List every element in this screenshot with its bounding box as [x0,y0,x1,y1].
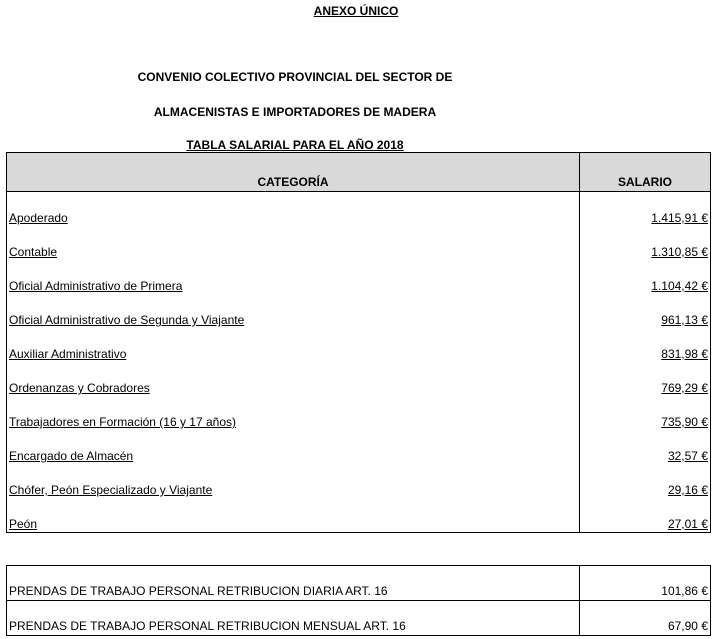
agreement-title-line2: ALMACENISTAS E IMPORTADORES DE MADERA [153,105,437,119]
salary-cell: 961,13 € [580,294,711,328]
salary-cell: 831,98 € [580,328,711,362]
salary-cell: 769,29 € [580,362,711,396]
table-row [7,464,711,498]
table-row [7,260,711,294]
allowance-label: PRENDAS DE TRABAJO PERSONAL RETRIBUCION MENSUAL ART. 16 [7,601,580,636]
table-row [7,601,711,636]
column-header-salary: SALARIO [580,153,711,192]
salary-cell: 27,01 € [580,498,711,533]
table-row [7,294,711,328]
salary-table [6,152,711,533]
salary-cell: 1.310,85 € [580,226,711,260]
category-cell: Auxiliar Administrativo [7,328,580,362]
agreement-title-line1: CONVENIO COLECTIVO PROVINCIAL DEL SECTOR DE [137,70,453,84]
table-header-row [7,153,711,192]
category-cell: Ordenanzas y Cobradores [7,362,580,396]
category-cell: Encargado de Almacén [7,430,580,464]
work-clothing-table [6,565,711,636]
table-row [7,362,711,396]
table-row [7,566,711,601]
table-row [7,226,711,260]
salary-cell: 1.415,91 € [580,192,711,227]
column-header-category: CATEGORÍA [7,153,580,192]
category-cell: Peón [7,498,580,533]
salary-table-title: TABLA SALARIAL PARA EL AÑO 2018 [186,138,404,152]
salary-cell: 32,57 € [580,430,711,464]
table-row [7,192,711,227]
allowance-label: PRENDAS DE TRABAJO PERSONAL RETRIBUCION DIARIA ART. 16 [7,566,580,601]
salary-cell: 1.104,42 € [580,260,711,294]
table-row [7,328,711,362]
salary-cell: 735,90 € [580,396,711,430]
category-cell: Oficial Administrativo de Primera [7,260,580,294]
category-cell: Apoderado [7,192,580,227]
category-cell: Chófer, Peón Especializado y Viajante [7,464,580,498]
category-cell: Oficial Administrativo de Segunda y Viajante [7,294,580,328]
table-row [7,430,711,464]
salary-cell: 29,16 € [580,464,711,498]
table-row [7,396,711,430]
annex-title: ANEXO ÚNICO [313,4,399,18]
category-cell: Contable [7,226,580,260]
category-cell: Trabajadores en Formación (16 y 17 años) [7,396,580,430]
allowance-value: 101,86 € [580,566,711,601]
allowance-value: 67,90 € [580,601,711,636]
table-row [7,498,711,533]
